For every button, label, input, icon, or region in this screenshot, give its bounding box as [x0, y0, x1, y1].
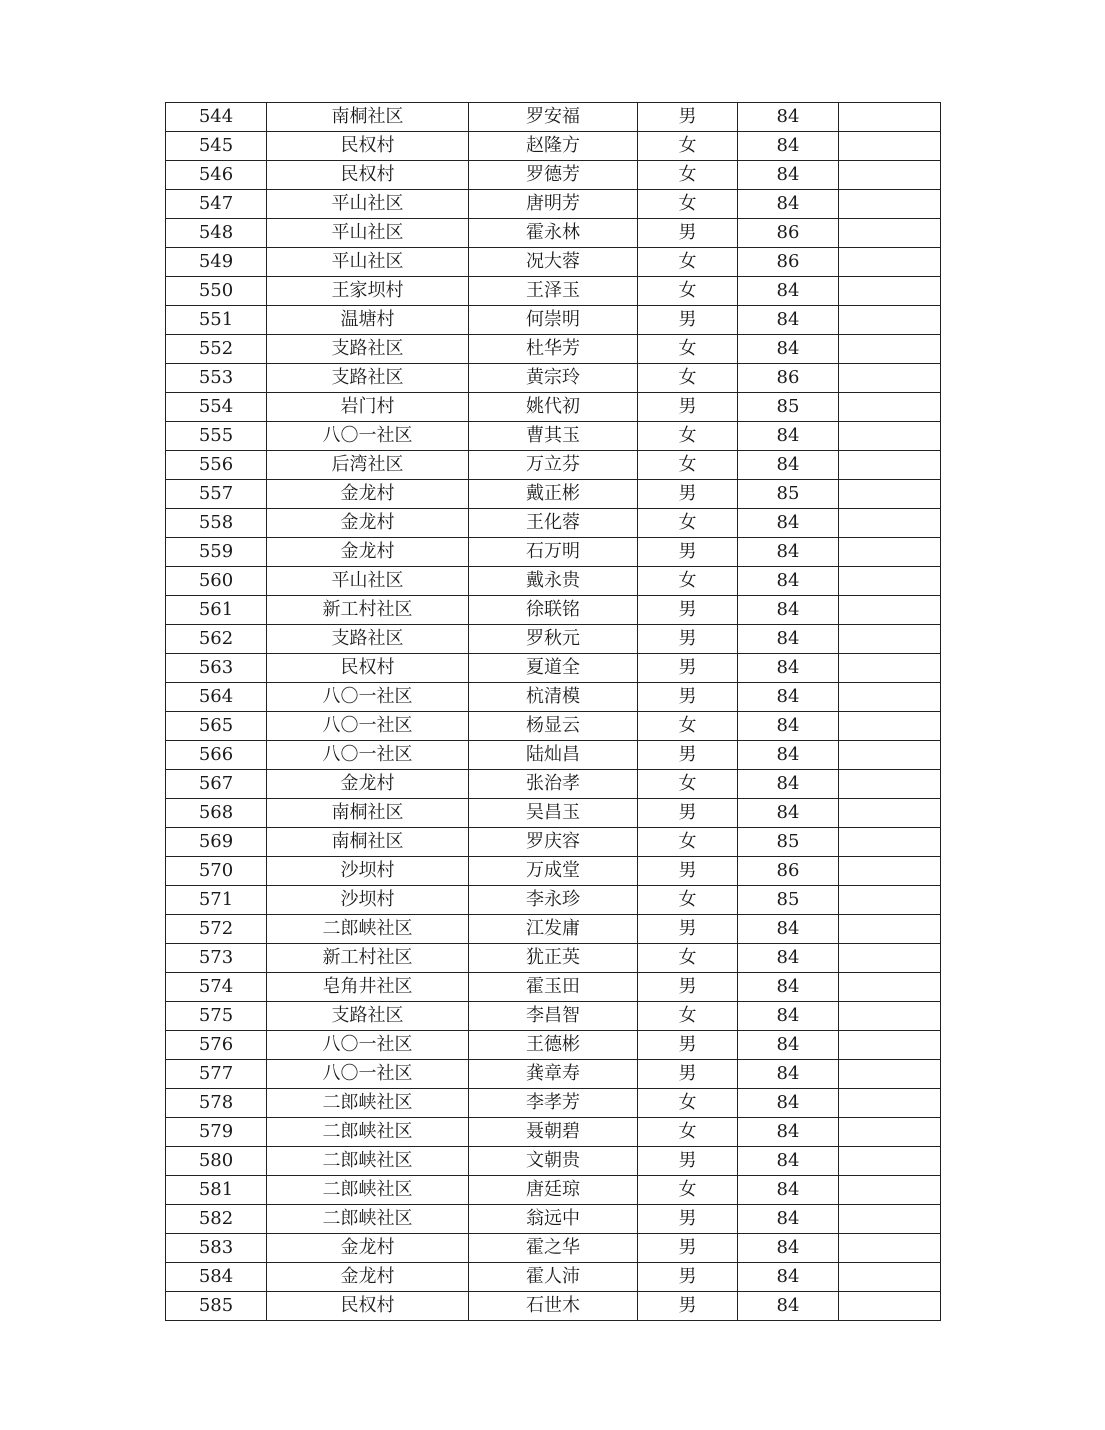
table-row — [166, 393, 941, 422]
cell-name: 戴永贵 — [469, 567, 638, 596]
cell-age: 84 — [738, 654, 839, 683]
cell-community: 金龙村 — [267, 480, 469, 509]
cell-gender: 男 — [638, 1060, 738, 1089]
cell-name: 霍人沛 — [469, 1263, 638, 1292]
cell-note — [839, 944, 941, 973]
table-row — [166, 857, 941, 886]
cell-name: 聂朝碧 — [469, 1118, 638, 1147]
cell-age: 84 — [738, 1060, 839, 1089]
roster-body — [166, 103, 941, 1321]
table-row — [166, 770, 941, 799]
cell-name: 戴正彬 — [469, 480, 638, 509]
cell-number: 560 — [166, 567, 267, 596]
table-row — [166, 683, 941, 712]
cell-number: 546 — [166, 161, 267, 190]
cell-note — [839, 393, 941, 422]
cell-community: 二郎峡社区 — [267, 915, 469, 944]
cell-age: 84 — [738, 335, 839, 364]
cell-note — [839, 190, 941, 219]
table-row — [166, 1292, 941, 1321]
cell-number: 585 — [166, 1292, 267, 1321]
cell-age: 84 — [738, 712, 839, 741]
table-row — [166, 219, 941, 248]
cell-number: 568 — [166, 799, 267, 828]
cell-number: 583 — [166, 1234, 267, 1263]
cell-gender: 女 — [638, 1089, 738, 1118]
table-row — [166, 103, 941, 132]
cell-number: 554 — [166, 393, 267, 422]
cell-name: 赵隆方 — [469, 132, 638, 161]
cell-community: 支路社区 — [267, 335, 469, 364]
cell-number: 575 — [166, 1002, 267, 1031]
cell-gender: 男 — [638, 480, 738, 509]
cell-name: 黄宗玲 — [469, 364, 638, 393]
cell-number: 584 — [166, 1263, 267, 1292]
cell-note — [839, 741, 941, 770]
cell-name: 曹其玉 — [469, 422, 638, 451]
cell-number: 561 — [166, 596, 267, 625]
cell-age: 84 — [738, 1118, 839, 1147]
cell-name: 唐廷琼 — [469, 1176, 638, 1205]
table-row — [166, 1060, 941, 1089]
table-row — [166, 538, 941, 567]
table-row — [166, 1205, 941, 1234]
cell-name: 王德彬 — [469, 1031, 638, 1060]
cell-age: 84 — [738, 190, 839, 219]
cell-name: 石世木 — [469, 1292, 638, 1321]
cell-name: 罗安福 — [469, 103, 638, 132]
cell-age: 84 — [738, 1002, 839, 1031]
cell-gender: 女 — [638, 335, 738, 364]
cell-gender: 女 — [638, 364, 738, 393]
cell-age: 84 — [738, 103, 839, 132]
cell-age: 84 — [738, 277, 839, 306]
cell-note — [839, 596, 941, 625]
cell-gender: 女 — [638, 944, 738, 973]
cell-note — [839, 1060, 941, 1089]
cell-number: 574 — [166, 973, 267, 1002]
cell-community: 南桐社区 — [267, 103, 469, 132]
cell-gender: 男 — [638, 306, 738, 335]
cell-gender: 男 — [638, 219, 738, 248]
cell-community: 沙坝村 — [267, 857, 469, 886]
cell-number: 559 — [166, 538, 267, 567]
table-row — [166, 596, 941, 625]
cell-age: 84 — [738, 1031, 839, 1060]
table-row — [166, 654, 941, 683]
cell-age: 84 — [738, 1234, 839, 1263]
cell-note — [839, 161, 941, 190]
cell-note — [839, 335, 941, 364]
cell-number: 581 — [166, 1176, 267, 1205]
cell-age: 84 — [738, 1147, 839, 1176]
table-row — [166, 973, 941, 1002]
cell-community: 平山社区 — [267, 248, 469, 277]
cell-name: 罗德芳 — [469, 161, 638, 190]
cell-name: 陆灿昌 — [469, 741, 638, 770]
cell-name: 万成堂 — [469, 857, 638, 886]
table-row — [166, 799, 941, 828]
table-row — [166, 886, 941, 915]
table-row — [166, 132, 941, 161]
cell-gender: 女 — [638, 1002, 738, 1031]
cell-gender: 男 — [638, 915, 738, 944]
cell-name: 李永珍 — [469, 886, 638, 915]
cell-name: 罗秋元 — [469, 625, 638, 654]
table-row — [166, 1263, 941, 1292]
cell-community: 王家坝村 — [267, 277, 469, 306]
cell-name: 杜华芳 — [469, 335, 638, 364]
cell-age: 84 — [738, 973, 839, 1002]
table-row — [166, 944, 941, 973]
cell-name: 杨显云 — [469, 712, 638, 741]
cell-age: 84 — [738, 1292, 839, 1321]
cell-note — [839, 683, 941, 712]
cell-community: 皂角井社区 — [267, 973, 469, 1002]
cell-note — [839, 712, 941, 741]
cell-gender: 女 — [638, 190, 738, 219]
cell-community: 后湾社区 — [267, 451, 469, 480]
cell-note — [839, 1205, 941, 1234]
cell-community: 二郎峡社区 — [267, 1089, 469, 1118]
table-row — [166, 480, 941, 509]
cell-community: 平山社区 — [267, 567, 469, 596]
cell-number: 576 — [166, 1031, 267, 1060]
cell-name: 万立芬 — [469, 451, 638, 480]
cell-note — [839, 422, 941, 451]
cell-community: 二郎峡社区 — [267, 1147, 469, 1176]
cell-age: 84 — [738, 567, 839, 596]
table-row — [166, 190, 941, 219]
cell-age: 84 — [738, 306, 839, 335]
cell-community: 金龙村 — [267, 1263, 469, 1292]
table-row — [166, 422, 941, 451]
cell-age: 84 — [738, 161, 839, 190]
cell-note — [839, 1147, 941, 1176]
cell-gender: 男 — [638, 1031, 738, 1060]
cell-name: 王化蓉 — [469, 509, 638, 538]
cell-age: 86 — [738, 219, 839, 248]
cell-note — [839, 1292, 941, 1321]
cell-number: 550 — [166, 277, 267, 306]
cell-number: 552 — [166, 335, 267, 364]
cell-number: 547 — [166, 190, 267, 219]
cell-number: 572 — [166, 915, 267, 944]
cell-note — [839, 538, 941, 567]
cell-age: 84 — [738, 422, 839, 451]
table-row — [166, 712, 941, 741]
cell-name: 江发庸 — [469, 915, 638, 944]
cell-note — [839, 1176, 941, 1205]
cell-age: 84 — [738, 683, 839, 712]
cell-community: 温塘村 — [267, 306, 469, 335]
cell-age: 84 — [738, 741, 839, 770]
cell-age: 84 — [738, 915, 839, 944]
cell-note — [839, 654, 941, 683]
cell-number: 582 — [166, 1205, 267, 1234]
cell-gender: 男 — [638, 393, 738, 422]
cell-name: 夏道全 — [469, 654, 638, 683]
cell-number: 556 — [166, 451, 267, 480]
cell-gender: 女 — [638, 567, 738, 596]
cell-name: 霍玉田 — [469, 973, 638, 1002]
cell-community: 民权村 — [267, 132, 469, 161]
cell-community: 平山社区 — [267, 219, 469, 248]
cell-note — [839, 1002, 941, 1031]
cell-gender: 男 — [638, 799, 738, 828]
cell-gender: 女 — [638, 1176, 738, 1205]
table-row — [166, 509, 941, 538]
cell-gender: 男 — [638, 1234, 738, 1263]
table-row — [166, 364, 941, 393]
cell-note — [839, 625, 941, 654]
table-row — [166, 335, 941, 364]
cell-community: 南桐社区 — [267, 828, 469, 857]
cell-number: 579 — [166, 1118, 267, 1147]
cell-community: 民权村 — [267, 1292, 469, 1321]
table-row — [166, 161, 941, 190]
cell-gender: 男 — [638, 625, 738, 654]
cell-note — [839, 828, 941, 857]
cell-note — [839, 973, 941, 1002]
cell-number: 569 — [166, 828, 267, 857]
table-row — [166, 1002, 941, 1031]
cell-number: 562 — [166, 625, 267, 654]
cell-note — [839, 857, 941, 886]
cell-community: 新工村社区 — [267, 596, 469, 625]
cell-age: 84 — [738, 509, 839, 538]
cell-name: 石万明 — [469, 538, 638, 567]
cell-gender: 女 — [638, 451, 738, 480]
cell-age: 84 — [738, 132, 839, 161]
cell-gender: 男 — [638, 103, 738, 132]
cell-gender: 女 — [638, 277, 738, 306]
cell-community: 二郎峡社区 — [267, 1176, 469, 1205]
cell-name: 姚代初 — [469, 393, 638, 422]
cell-note — [839, 567, 941, 596]
cell-name: 吴昌玉 — [469, 799, 638, 828]
cell-name: 李孝芳 — [469, 1089, 638, 1118]
cell-gender: 女 — [638, 161, 738, 190]
table-row — [166, 567, 941, 596]
cell-name: 徐联铭 — [469, 596, 638, 625]
cell-gender: 女 — [638, 770, 738, 799]
table-row — [166, 1234, 941, 1263]
cell-age: 84 — [738, 944, 839, 973]
cell-community: 支路社区 — [267, 625, 469, 654]
cell-gender: 男 — [638, 596, 738, 625]
cell-community: 平山社区 — [267, 190, 469, 219]
roster-table — [165, 102, 941, 1321]
cell-number: 555 — [166, 422, 267, 451]
cell-note — [839, 509, 941, 538]
table-row — [166, 1176, 941, 1205]
cell-community: 沙坝村 — [267, 886, 469, 915]
cell-number: 577 — [166, 1060, 267, 1089]
cell-community: 金龙村 — [267, 770, 469, 799]
cell-note — [839, 103, 941, 132]
cell-note — [839, 770, 941, 799]
cell-age: 84 — [738, 799, 839, 828]
cell-gender: 男 — [638, 1147, 738, 1176]
cell-gender: 男 — [638, 1263, 738, 1292]
cell-number: 557 — [166, 480, 267, 509]
cell-number: 558 — [166, 509, 267, 538]
table-row — [166, 625, 941, 654]
cell-age: 84 — [738, 538, 839, 567]
table-row — [166, 1031, 941, 1060]
cell-community: 民权村 — [267, 654, 469, 683]
cell-number: 563 — [166, 654, 267, 683]
cell-gender: 男 — [638, 741, 738, 770]
cell-community: 八〇一社区 — [267, 1060, 469, 1089]
cell-gender: 男 — [638, 973, 738, 1002]
table-row — [166, 451, 941, 480]
cell-community: 八〇一社区 — [267, 1031, 469, 1060]
cell-number: 553 — [166, 364, 267, 393]
cell-age: 84 — [738, 770, 839, 799]
cell-note — [839, 480, 941, 509]
cell-name: 翁远中 — [469, 1205, 638, 1234]
cell-community: 八〇一社区 — [267, 712, 469, 741]
cell-gender: 男 — [638, 1205, 738, 1234]
cell-name: 犹正英 — [469, 944, 638, 973]
cell-note — [839, 451, 941, 480]
cell-number: 566 — [166, 741, 267, 770]
cell-note — [839, 886, 941, 915]
cell-community: 支路社区 — [267, 364, 469, 393]
cell-name: 何崇明 — [469, 306, 638, 335]
cell-number: 578 — [166, 1089, 267, 1118]
cell-age: 84 — [738, 625, 839, 654]
cell-note — [839, 915, 941, 944]
cell-note — [839, 1089, 941, 1118]
cell-name: 霍永林 — [469, 219, 638, 248]
cell-note — [839, 1234, 941, 1263]
cell-age: 85 — [738, 480, 839, 509]
cell-number: 573 — [166, 944, 267, 973]
cell-community: 八〇一社区 — [267, 683, 469, 712]
cell-name: 杭清模 — [469, 683, 638, 712]
cell-gender: 女 — [638, 1118, 738, 1147]
cell-community: 金龙村 — [267, 509, 469, 538]
cell-gender: 女 — [638, 886, 738, 915]
cell-number: 580 — [166, 1147, 267, 1176]
cell-number: 564 — [166, 683, 267, 712]
cell-note — [839, 219, 941, 248]
cell-name: 唐明芳 — [469, 190, 638, 219]
cell-gender: 女 — [638, 712, 738, 741]
cell-age: 84 — [738, 1263, 839, 1292]
cell-number: 545 — [166, 132, 267, 161]
cell-community: 民权村 — [267, 161, 469, 190]
cell-name: 龚章寿 — [469, 1060, 638, 1089]
cell-number: 549 — [166, 248, 267, 277]
cell-gender: 男 — [638, 683, 738, 712]
cell-note — [839, 1263, 941, 1292]
cell-community: 二郎峡社区 — [267, 1118, 469, 1147]
cell-community: 金龙村 — [267, 1234, 469, 1263]
cell-name: 罗庆容 — [469, 828, 638, 857]
cell-note — [839, 799, 941, 828]
cell-age: 84 — [738, 1089, 839, 1118]
cell-number: 565 — [166, 712, 267, 741]
cell-note — [839, 364, 941, 393]
cell-community: 八〇一社区 — [267, 422, 469, 451]
cell-name: 况大蓉 — [469, 248, 638, 277]
table-row — [166, 828, 941, 857]
cell-community: 二郎峡社区 — [267, 1205, 469, 1234]
cell-gender: 女 — [638, 422, 738, 451]
cell-note — [839, 132, 941, 161]
cell-name: 张治孝 — [469, 770, 638, 799]
table-row — [166, 1147, 941, 1176]
cell-age: 84 — [738, 596, 839, 625]
cell-age: 85 — [738, 393, 839, 422]
cell-age: 84 — [738, 1176, 839, 1205]
cell-age: 86 — [738, 364, 839, 393]
cell-number: 544 — [166, 103, 267, 132]
cell-gender: 女 — [638, 248, 738, 277]
cell-gender: 女 — [638, 828, 738, 857]
cell-number: 548 — [166, 219, 267, 248]
table-row — [166, 741, 941, 770]
table-row — [166, 915, 941, 944]
table-row — [166, 306, 941, 335]
cell-age: 86 — [738, 248, 839, 277]
cell-gender: 男 — [638, 1292, 738, 1321]
cell-age: 86 — [738, 857, 839, 886]
cell-name: 李昌智 — [469, 1002, 638, 1031]
cell-age: 84 — [738, 1205, 839, 1234]
cell-name: 王泽玉 — [469, 277, 638, 306]
cell-note — [839, 277, 941, 306]
cell-gender: 男 — [638, 654, 738, 683]
cell-note — [839, 1118, 941, 1147]
cell-number: 567 — [166, 770, 267, 799]
cell-gender: 女 — [638, 132, 738, 161]
cell-age: 85 — [738, 828, 839, 857]
cell-community: 南桐社区 — [267, 799, 469, 828]
cell-community: 支路社区 — [267, 1002, 469, 1031]
cell-community: 岩门村 — [267, 393, 469, 422]
cell-number: 571 — [166, 886, 267, 915]
cell-number: 570 — [166, 857, 267, 886]
cell-name: 文朝贵 — [469, 1147, 638, 1176]
cell-community: 金龙村 — [267, 538, 469, 567]
cell-community: 新工村社区 — [267, 944, 469, 973]
table-row — [166, 248, 941, 277]
cell-gender: 男 — [638, 857, 738, 886]
cell-gender: 男 — [638, 538, 738, 567]
cell-number: 551 — [166, 306, 267, 335]
cell-note — [839, 1031, 941, 1060]
cell-name: 霍之华 — [469, 1234, 638, 1263]
cell-note — [839, 306, 941, 335]
cell-note — [839, 248, 941, 277]
table-row — [166, 277, 941, 306]
cell-community: 八〇一社区 — [267, 741, 469, 770]
table-row — [166, 1118, 941, 1147]
table-row — [166, 1089, 941, 1118]
cell-gender: 女 — [638, 509, 738, 538]
cell-age: 85 — [738, 886, 839, 915]
cell-age: 84 — [738, 451, 839, 480]
